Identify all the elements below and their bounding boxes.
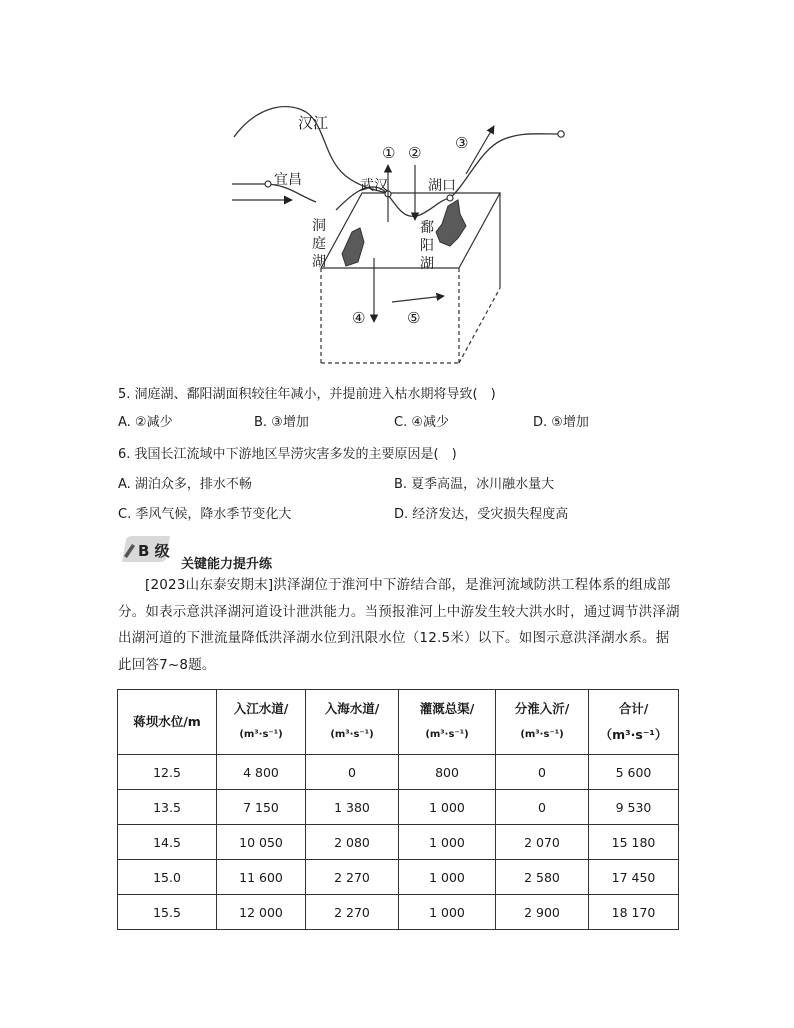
table-row <box>118 825 679 860</box>
arrow-5 <box>392 296 444 302</box>
downstream-point <box>558 131 564 137</box>
poyang-lake-shape <box>436 200 466 246</box>
col-header-1: 入江水道/ (m³·s⁻¹) <box>217 690 306 755</box>
table-cell: 13.5 <box>118 790 217 825</box>
table-cell: 1 000 <box>399 895 496 930</box>
table-cell: 14.5 <box>118 825 217 860</box>
table-cell: 2 580 <box>496 860 589 895</box>
arrow-3 <box>466 126 494 174</box>
col-header-2: 入海水道/ (m³·s⁻¹) <box>306 690 399 755</box>
label-hukou: 湖口 <box>428 178 456 194</box>
question-6-stem: 6. 我国长江流域中下游地区旱涝灾害多发的主要原因是( ) <box>118 447 457 462</box>
label-hanjiang: 汉江 <box>298 114 329 132</box>
table-cell: 15 180 <box>589 825 679 860</box>
block-outline <box>321 193 500 363</box>
label-poyang-3: 湖 <box>420 256 434 272</box>
table-cell: 12.5 <box>118 755 217 790</box>
col-header-3: 灌溉总渠/ (m³·s⁻¹) <box>399 690 496 755</box>
table-row <box>118 755 679 790</box>
label-n4: ④ <box>352 309 366 327</box>
table-cell: 1 000 <box>399 790 496 825</box>
table-cell: 4 800 <box>217 755 306 790</box>
question-5-stem: 5. 洞庭湖、鄱阳湖面积较往年减小，并提前进入枯水期将导致( ) <box>118 387 496 402</box>
passage-text: [2023山东泰安期末]洪泽湖位于淮河中下游结合部，是淮河流域防洪工程体系的组成部分。如表示意洪泽湖河道设计泄洪能力。当预报淮河上中游发生较大洪水时，通过调节洪泽湖出湖河道的下泄流量降低洪泽湖水位到汛限水位（12.5米）以下。如图示意洪泽湖水系。据此回答7~8题。 <box>118 577 680 673</box>
col-header-0: 蒋坝水位/m <box>118 690 217 755</box>
col-header-5: 合计/（m³·s⁻¹） <box>589 690 679 755</box>
q5-option-b[interactable]: B. ③增加 <box>254 415 309 430</box>
table-cell: 0 <box>496 790 589 825</box>
table-cell: 10 050 <box>217 825 306 860</box>
level-badge <box>118 534 172 564</box>
label-n3: ③ <box>455 134 469 152</box>
table-cell: 2 070 <box>496 825 589 860</box>
q5-option-a[interactable]: A. ②减少 <box>118 415 173 430</box>
table-cell: 2 080 <box>306 825 399 860</box>
table-cell: 18 170 <box>589 895 679 930</box>
table-cell: 17 450 <box>589 860 679 895</box>
label-n2: ② <box>408 144 422 162</box>
dongting-lake-shape <box>342 228 364 266</box>
q6-option-b[interactable]: B. 夏季高温，冰川融水量大 <box>394 477 555 492</box>
table-cell: 0 <box>496 755 589 790</box>
table-cell: 15.5 <box>118 895 217 930</box>
label-wuhan: 武汉 <box>360 178 388 194</box>
label-poyang-1: 鄱 <box>420 220 434 236</box>
table-row <box>118 790 679 825</box>
col-header-4: 分淮入沂/ (m³·s⁻¹) <box>496 690 589 755</box>
table-cell: 12 000 <box>217 895 306 930</box>
table-cell: 2 270 <box>306 860 399 895</box>
label-yichang: 宜昌 <box>274 172 302 188</box>
table-cell: 0 <box>306 755 399 790</box>
yangtze-hydrology-diagram <box>0 0 794 380</box>
table-cell: 15.0 <box>118 860 217 895</box>
flood-discharge-table <box>117 689 679 930</box>
table-cell: 1 000 <box>399 860 496 895</box>
label-n5: ⑤ <box>407 309 421 327</box>
label-poyang-2: 阳 <box>420 238 434 254</box>
yichang-point <box>265 181 271 187</box>
table-row <box>118 860 679 895</box>
label-dongting-3: 湖 <box>312 254 326 270</box>
q6-option-d[interactable]: D. 经济发达，受灾损失程度高 <box>394 507 569 522</box>
q6-option-c[interactable]: C. 季风气候，降水季节变化大 <box>118 507 292 522</box>
table-cell: 7 150 <box>217 790 306 825</box>
table-cell: 2 900 <box>496 895 589 930</box>
table-cell: 9 530 <box>589 790 679 825</box>
table-cell: 11 600 <box>217 860 306 895</box>
q5-option-c[interactable]: C. ④减少 <box>394 415 449 430</box>
passage <box>118 572 680 678</box>
badge-label: B 级 <box>138 542 170 560</box>
hukou-point <box>447 195 453 201</box>
table-cell: 2 270 <box>306 895 399 930</box>
table-cell: 5 600 <box>589 755 679 790</box>
q6-option-a[interactable]: A. 湖泊众多，排水不畅 <box>118 477 252 492</box>
table-cell: 1 380 <box>306 790 399 825</box>
table-header-row <box>118 690 679 755</box>
table-cell: 800 <box>399 755 496 790</box>
label-dongting-2: 庭 <box>312 236 326 252</box>
label-n1: ① <box>382 144 396 162</box>
table-cell: 1 000 <box>399 825 496 860</box>
label-dongting-1: 洞 <box>312 218 326 234</box>
table-row <box>118 895 679 930</box>
q5-option-d[interactable]: D. ⑤增加 <box>533 415 589 430</box>
section-title: 关键能力提升练 <box>181 557 273 572</box>
